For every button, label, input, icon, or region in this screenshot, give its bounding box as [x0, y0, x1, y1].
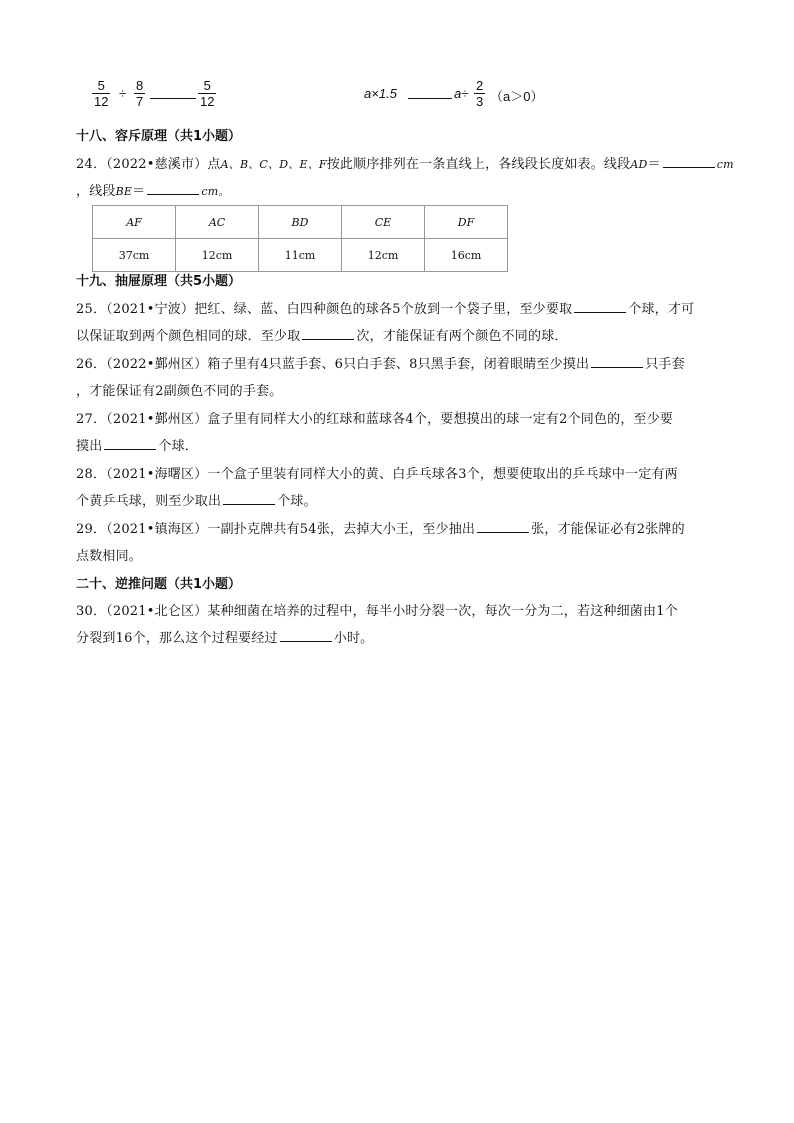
- question-27-line-1: 27．（2021•鄞州区）盒子里有同样大小的红球和蓝球各4个，要想摸出的球一定有2个同色的，至少要: [76, 412, 674, 427]
- question-30-line-1: 30．（2021•北仑区）某种细菌在培养的过程中，每半小时分裂一次，每次一分为二，若这种细菌由1个: [76, 604, 678, 619]
- question-28-line-2: 个黄乒乓球，则至少取出 个球。: [76, 494, 317, 509]
- table-row: [93, 239, 508, 272]
- answer-blank[interactable]: [302, 329, 354, 340]
- segment-length-table: [92, 205, 508, 272]
- fraction-8-7: $\frac{8}{7}$: [136, 78, 144, 109]
- answer-blank[interactable]: [574, 302, 626, 313]
- question-28-line-1: 28．（2021•海曙区）一个盒子里装有同样大小的黄、白乒乓球各3个，想要使取出的乒乓球中一定有两: [76, 467, 678, 482]
- answer-blank[interactable]: [147, 184, 199, 195]
- table-header-cell: AC: [176, 206, 259, 239]
- table-cell: 37cm: [93, 239, 176, 272]
- divide-sign: ÷: [119, 86, 127, 101]
- answer-blank[interactable]: [591, 357, 643, 368]
- table-cell: 11cm: [259, 239, 342, 272]
- answer-blank[interactable]: [104, 439, 156, 450]
- answer-blank[interactable]: [150, 98, 196, 99]
- table-header-cell: DF: [425, 206, 508, 239]
- question-24-line-1: 24．（2022•慈溪市）点A、B、C、D、E、F按此顺序排列在一条直线上，各线段长度如表。线段AD＝ cm: [76, 157, 734, 172]
- section-heading-20: 二十、逆推问题（共1小题）: [76, 577, 242, 592]
- condition-text: （a＞0）: [490, 89, 544, 104]
- fraction-2-3: $\frac{2}{3}$: [476, 78, 484, 109]
- expression-a-times: a×1.5: [364, 86, 397, 101]
- question-26-line-1: 26．（2022•鄞州区）箱子里有4只蓝手套、6只白手套、8只黑手套，闭着眼睛至少摸出 只手套: [76, 357, 685, 372]
- table-header-row: [93, 206, 508, 239]
- fraction-5-12-b: $\frac{5}{12}$: [200, 78, 215, 109]
- answer-blank[interactable]: [280, 631, 332, 642]
- table-header-cell: CE: [342, 206, 425, 239]
- question-25-line-1: 25．（2021•宁波）把红、绿、蓝、白四种颜色的球各5个放到一个袋子里，至少要取 个球，才可: [76, 302, 695, 317]
- table-cell: 12cm: [342, 239, 425, 272]
- section-heading-19: 十九、抽屉原理（共5小题）: [76, 274, 242, 289]
- answer-blank[interactable]: [477, 522, 529, 533]
- answer-blank[interactable]: [408, 98, 452, 99]
- table-header-cell: BD: [259, 206, 342, 239]
- question-30-line-2: 分裂到16个，那么这个过程要经过 小时。: [76, 631, 374, 646]
- table-cell: 12cm: [176, 239, 259, 272]
- question-27-line-2: 摸出 个球．: [76, 439, 199, 454]
- answer-blank[interactable]: [663, 157, 715, 168]
- question-24-line-2: ，线段BE＝ cm。: [76, 184, 230, 199]
- section-heading-18: 十八、容斥原理（共1小题）: [76, 129, 242, 144]
- comparison-expressions: [92, 78, 712, 114]
- question-25-line-2: 以保证取到两个颜色相同的球．至少取 次，才能保证有两个颜色不同的球．: [76, 329, 568, 344]
- table-header-cell: AF: [93, 206, 176, 239]
- answer-blank[interactable]: [223, 494, 275, 505]
- fraction-5-12: $\frac{5}{12}$: [94, 78, 109, 109]
- question-29-line-2: 点数相同。: [76, 549, 143, 564]
- expression-a-divide: a÷: [454, 86, 469, 101]
- question-26-line-2: ，才能保证有2副颜色不同的手套。: [76, 384, 283, 399]
- question-29-line-1: 29．（2021•镇海区）一副扑克牌共有54张，去掉大小王，至少抽出 张，才能保证必有2张牌的: [76, 522, 685, 537]
- table-cell: 16cm: [425, 239, 508, 272]
